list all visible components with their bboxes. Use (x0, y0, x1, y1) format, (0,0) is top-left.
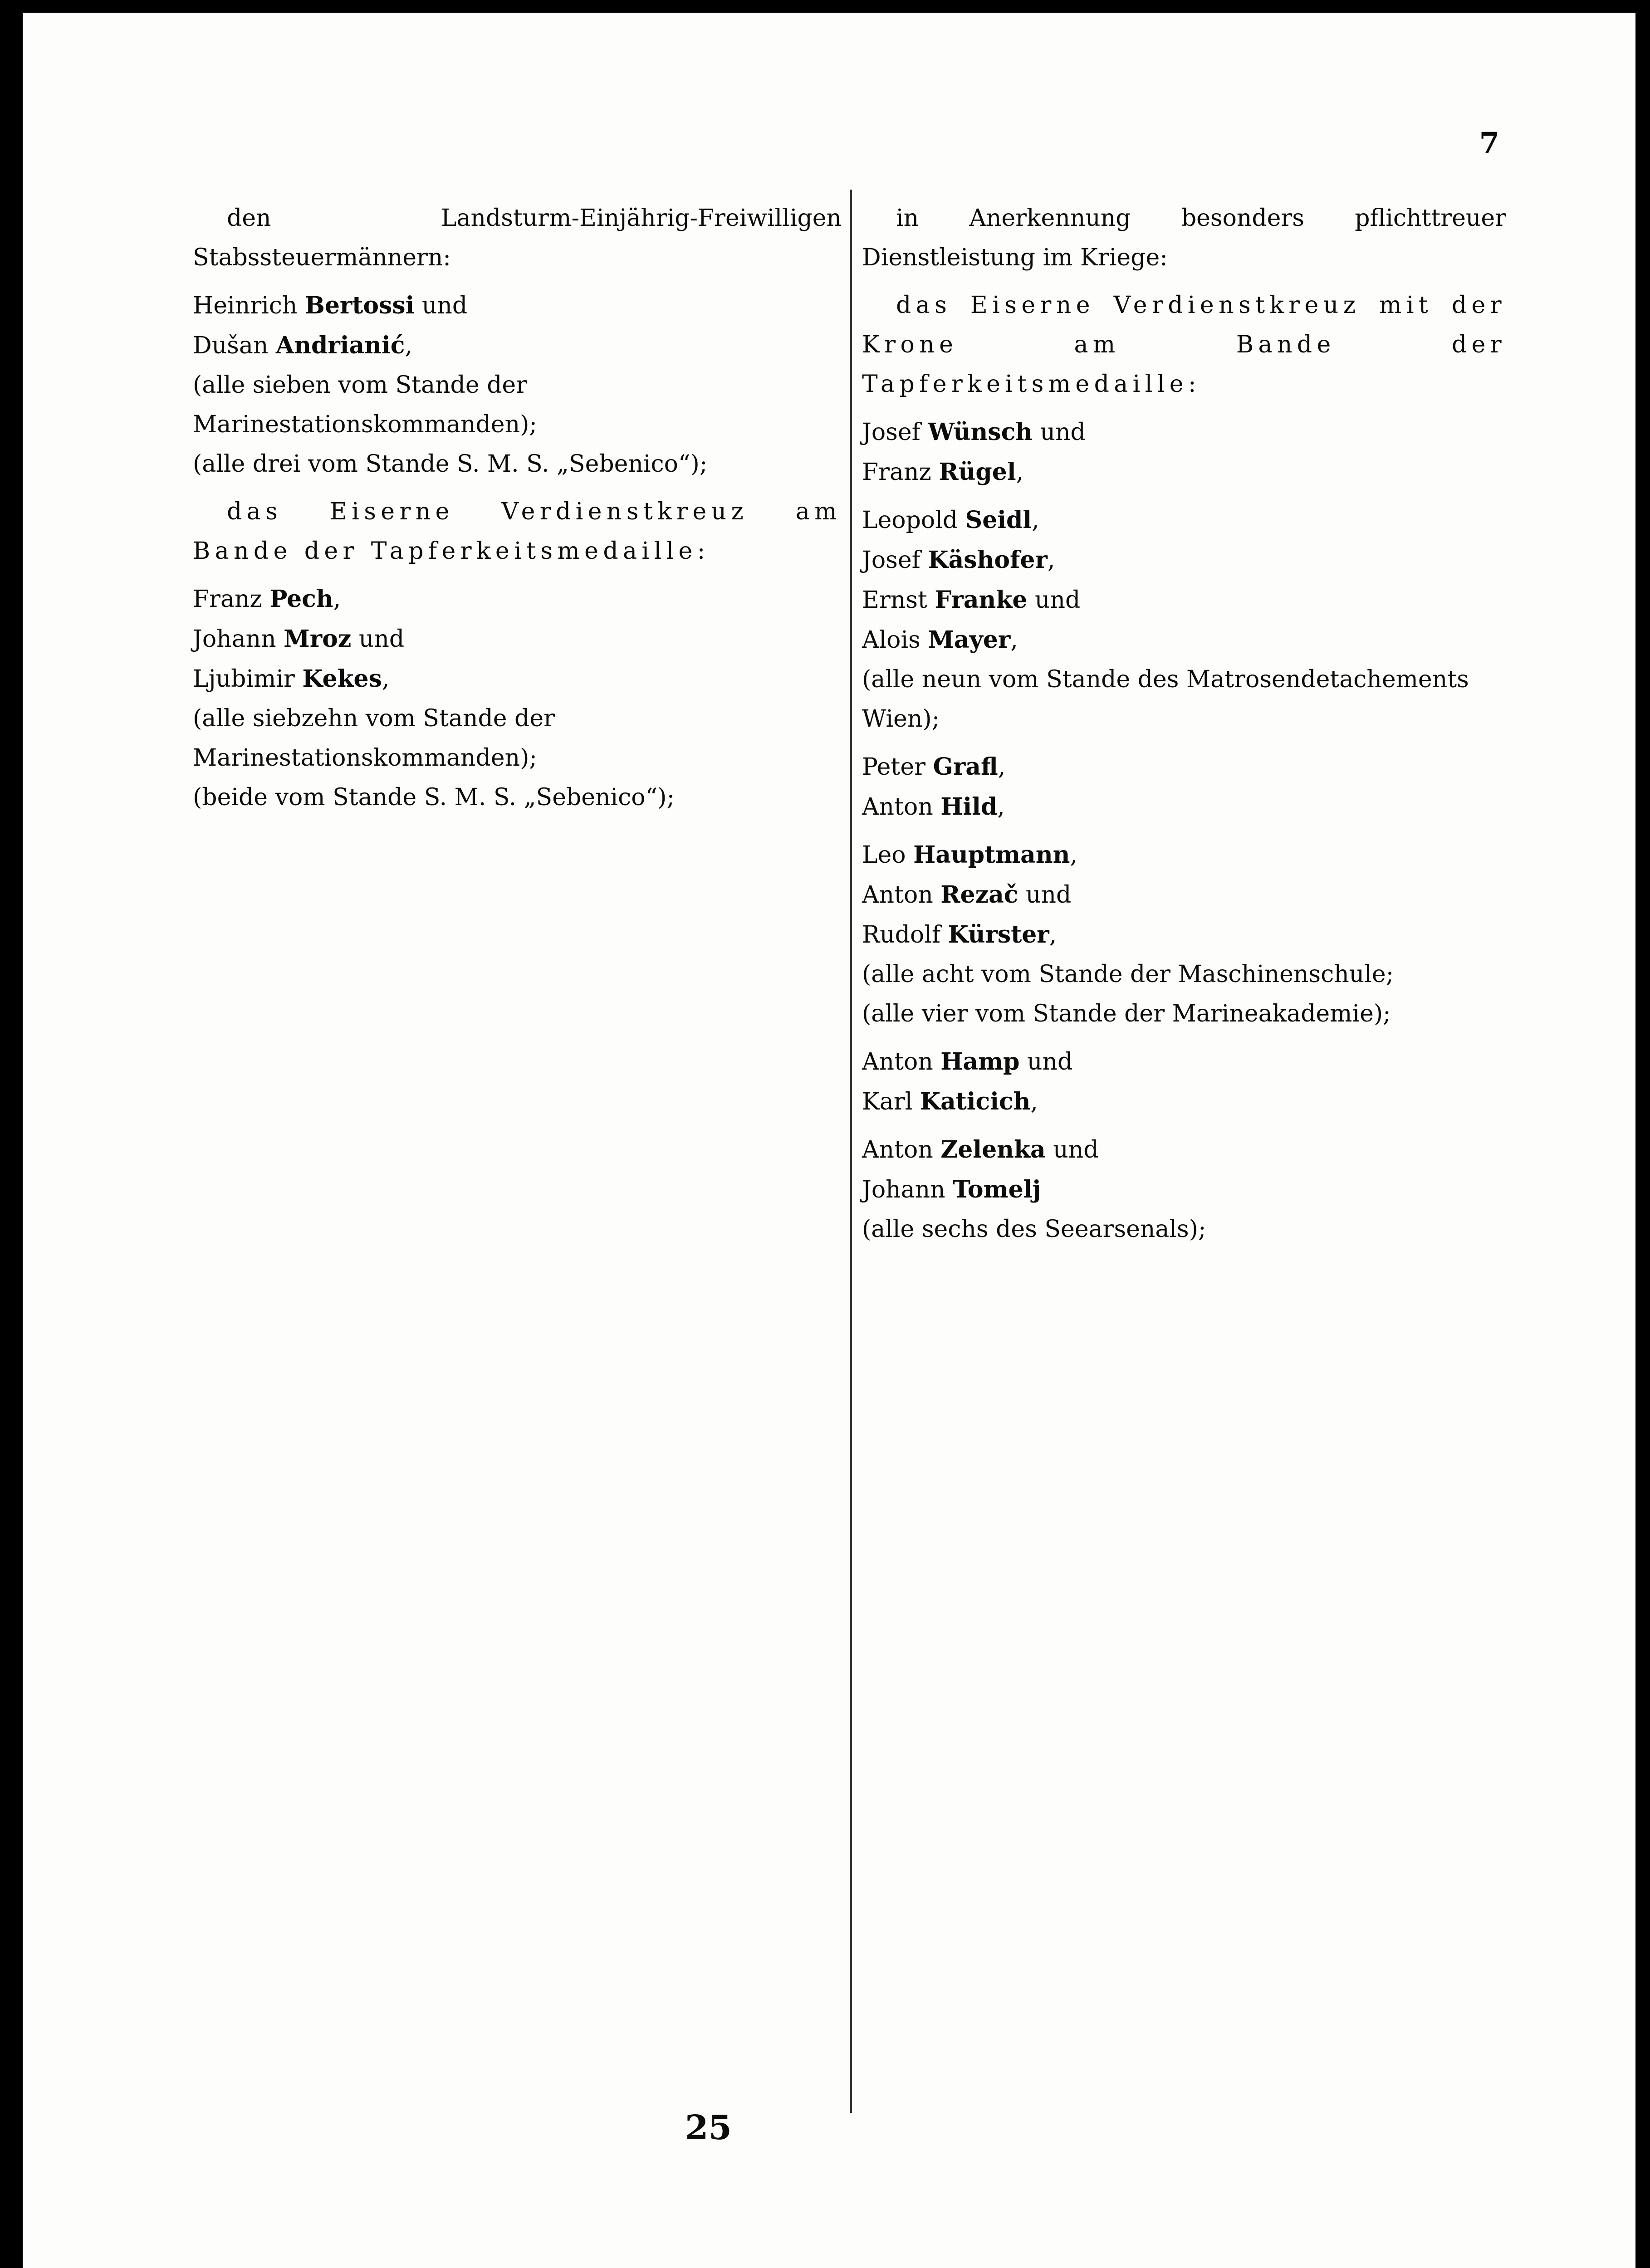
left-column (193, 199, 842, 826)
first-name: Ernst (862, 587, 935, 614)
right-column (862, 199, 1506, 1257)
person-name: Zelenka (940, 1136, 1046, 1163)
page-number: 7 (1479, 126, 1499, 160)
sheet-number: 25 (685, 2108, 732, 2147)
entry-text: , (1032, 507, 1039, 534)
name-line (862, 875, 1506, 915)
award-heading: das Eiserne Verdienstkreuz am Bande der Tapferkeitsmedaille: (193, 498, 842, 565)
name-line (193, 619, 842, 659)
person-name: Andrianić (275, 332, 405, 359)
person-name: Seidl (965, 506, 1032, 534)
award-paragraph: den Landsturm-Einjährig-Freiwilligen Stabssteuermännern: (193, 205, 842, 271)
person-name: Rezač (940, 881, 1018, 909)
name-line (862, 452, 1506, 492)
person-name: Wünsch (928, 418, 1033, 446)
person-name: Hamp (940, 1048, 1020, 1075)
first-name: Josef (862, 419, 928, 446)
name-list (862, 1130, 1506, 1249)
name-line (862, 500, 1506, 540)
name-line (862, 835, 1506, 875)
person-name: Hauptmann (913, 841, 1070, 869)
entry-text: , (1049, 921, 1057, 948)
entry-text: , (1016, 459, 1024, 486)
entry-text: und (414, 292, 468, 319)
person-name: Mayer (928, 626, 1011, 654)
name-line (862, 412, 1506, 452)
first-name: Anton (862, 793, 941, 821)
first-name: Anton (862, 1048, 941, 1075)
entry-text: und (1019, 1048, 1073, 1075)
first-name: Peter (862, 753, 933, 781)
award-paragraph: in Anerkennung besonders pflichttreuer Dienstleistung im Kriege: (862, 205, 1506, 271)
first-name: Dušan (193, 332, 276, 359)
name-line (862, 580, 1506, 620)
person-name: Kürster (948, 921, 1049, 948)
person-name: Grafl (933, 753, 998, 781)
name-list (862, 835, 1506, 955)
person-name: Tomelj (953, 1176, 1041, 1203)
person-name: Rügel (939, 458, 1016, 486)
first-name: Johann (193, 626, 284, 653)
first-name: Rudolf (862, 921, 948, 948)
name-list (862, 747, 1506, 827)
unit-note: (alle drei vom Stande S. M. S. „Sebenico“); (193, 450, 708, 478)
entry-text: und (1045, 1136, 1099, 1163)
person-name: Kekes (302, 665, 382, 693)
entry-text: , (997, 793, 1005, 821)
name-line (193, 326, 842, 366)
first-name: Leo (862, 841, 914, 869)
entry-text: , (382, 665, 390, 693)
name-list (193, 579, 842, 699)
name-list (193, 286, 842, 366)
award-heading: das Eiserne Verdienstkreuz mit der Krone am Bande der Tapferkeitsmedaille: (862, 292, 1506, 398)
entry-text: , (998, 753, 1006, 781)
name-line (862, 1042, 1506, 1082)
person-name: Hild (940, 793, 998, 821)
first-name: Heinrich (193, 292, 305, 319)
first-name: Anton (862, 1136, 941, 1163)
name-line (862, 915, 1506, 955)
entry-text: , (405, 332, 412, 359)
name-line (862, 787, 1506, 827)
person-name: Bertossi (304, 292, 415, 319)
entry-text: , (1070, 841, 1078, 869)
document-page (23, 13, 1635, 2268)
unit-note: (alle acht vom Stande der Maschinenschule; (862, 961, 1394, 988)
name-line (193, 286, 842, 326)
name-line (862, 1082, 1506, 1122)
unit-note: (beide vom Stande S. M. S. „Sebenico“); (193, 784, 675, 811)
first-name: Franz (193, 586, 270, 613)
entry-text: und (351, 626, 405, 653)
person-name: Franke (935, 586, 1028, 614)
first-name: Leopold (862, 507, 965, 534)
entry-text: , (333, 586, 341, 613)
first-name: Karl (862, 1088, 920, 1115)
first-name: Josef (862, 547, 928, 574)
name-list (862, 500, 1506, 660)
entry-text: , (1010, 626, 1018, 654)
name-list (862, 412, 1506, 492)
first-name: Ljubimir (193, 665, 303, 693)
name-list (862, 1042, 1506, 1122)
name-line (862, 1130, 1506, 1170)
entry-text: , (1047, 547, 1055, 574)
name-line (862, 620, 1506, 660)
person-name: Pech (269, 585, 333, 613)
name-line (862, 747, 1506, 787)
first-name: Franz (862, 459, 939, 486)
first-name: Johann (862, 1176, 953, 1203)
first-name: Anton (862, 881, 941, 909)
unit-note: (alle siebzehn vom Stande der Marinestationskommanden); (193, 705, 555, 772)
name-line (862, 540, 1506, 580)
name-line (862, 1170, 1506, 1210)
person-name: Käshofer (928, 546, 1048, 574)
person-name: Mroz (284, 625, 352, 653)
entry-text: und (1027, 587, 1081, 614)
unit-note: (alle neun vom Stande des Matrosendetachements Wien); (862, 666, 1469, 733)
entry-text: und (1033, 419, 1086, 446)
column-divider (850, 190, 852, 2113)
name-line (193, 659, 842, 699)
entry-text: und (1018, 881, 1072, 909)
person-name: Katicich (920, 1088, 1031, 1115)
name-line (193, 579, 842, 619)
unit-note: (alle sechs des Seearsenals); (862, 1216, 1206, 1243)
unit-note: (alle sieben vom Stande der Marinestationskommanden); (193, 371, 537, 438)
first-name: Alois (862, 626, 928, 654)
entry-text: , (1030, 1088, 1038, 1115)
unit-note: (alle vier vom Stande der Marineakademie); (862, 1000, 1391, 1027)
